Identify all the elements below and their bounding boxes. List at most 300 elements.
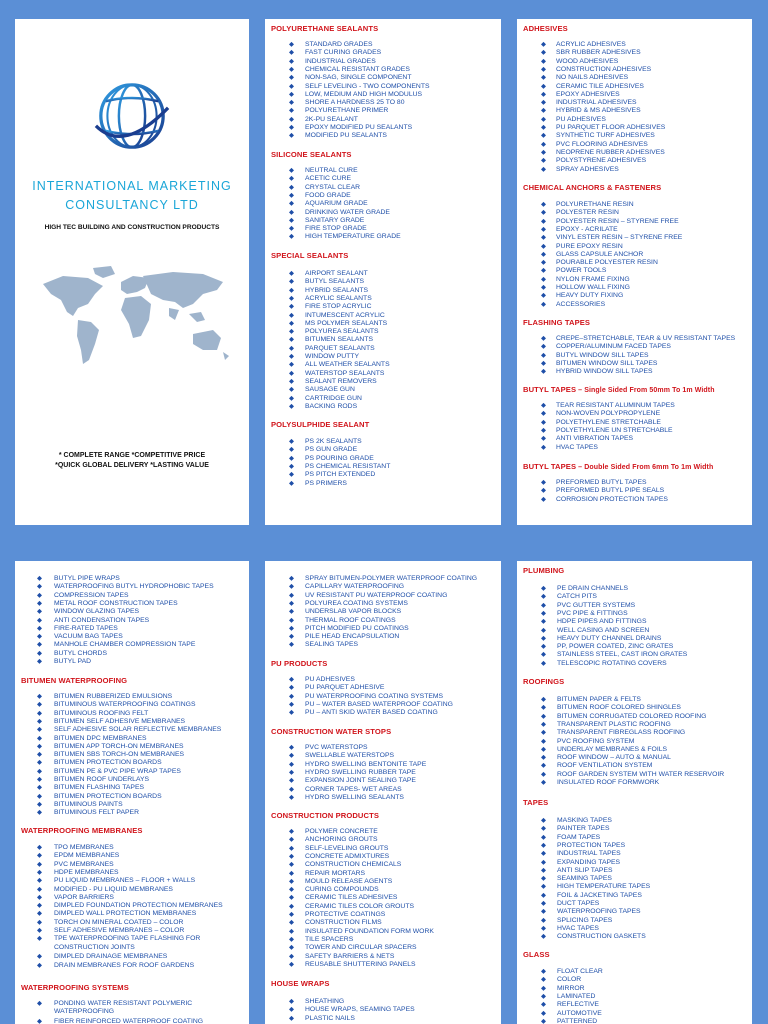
bullet-icon: ◆ <box>289 894 294 902</box>
bullet-icon: ◆ <box>37 860 42 868</box>
list-item: POLYETHYLENE STRETCHABLE <box>556 418 661 426</box>
section-title-text: HOUSE WRAPS <box>271 979 330 988</box>
bullet-icon: ◆ <box>541 132 546 140</box>
bullet-icon: ◆ <box>541 426 546 434</box>
list-item: WOOD ADHESIVES <box>556 57 619 65</box>
company-name-line2: CONSULTANCY LTD <box>65 198 199 212</box>
list-item: PU PARQUET ADHESIVE <box>305 684 385 692</box>
section-title <box>271 251 348 260</box>
bullet-icon: ◆ <box>541 833 546 841</box>
list-item: SEAMING TAPES <box>557 875 612 883</box>
list-item: CONSTRUCTION ADHESIVES <box>556 65 652 73</box>
section-title-text: WATERPROOFING MEMBRANES <box>21 826 143 835</box>
bullet-icon: ◆ <box>541 479 546 486</box>
list-item: WINDOW PUTTY <box>305 353 359 360</box>
bullet-icon: ◆ <box>541 165 546 173</box>
list-item: ANTI CONDENSATION TAPES <box>54 616 150 624</box>
section-title <box>523 677 564 686</box>
bullet-icon: ◆ <box>541 770 546 778</box>
section-title-text: GLASS <box>523 950 550 959</box>
bullet-icon: ◆ <box>289 684 294 692</box>
list-item: CORROSION PROTECTION TAPES <box>556 495 668 503</box>
bullet-icon: ◆ <box>541 891 546 899</box>
bullet-icon: ◆ <box>289 208 294 216</box>
bullet-icon: ◆ <box>289 49 294 57</box>
list-item: HDPE PIPES AND FITTINGS <box>557 618 647 626</box>
list-item: HOLLOW WALL FIXING <box>556 284 630 291</box>
bullet-icon: ◆ <box>541 908 546 916</box>
list-item: CRYSTAL CLEAR <box>305 183 361 191</box>
bullet-icon: ◆ <box>541 209 546 217</box>
bullet-icon: ◆ <box>37 709 42 717</box>
list-item: SANITARY GRADE <box>305 216 365 224</box>
features-line1: * COMPLETE RANGE *COMPETITIVE PRICE <box>58 452 206 459</box>
list-item: FIRE-RATED TAPES <box>54 624 118 632</box>
list-item: TRANSPARENT PLASTIC ROOFING <box>557 720 671 728</box>
list-item: LOW, MEDIUM AND HIGH MODULUS <box>305 90 423 98</box>
bullet-icon: ◆ <box>289 319 294 327</box>
list-item: NEOPRENE RUBBER ADHESIVES <box>556 148 665 156</box>
catalog-panel-5 <box>265 561 501 1024</box>
bullet-icon: ◆ <box>541 992 546 1000</box>
bullet-icon: ◆ <box>289 191 294 199</box>
list-item: SELF ADHESIVE MEMBRANES – COLOR <box>54 927 185 934</box>
list-item: PVC ROOFING SYSTEM <box>557 737 635 745</box>
list-item: ROOF GARDEN SYSTEM WITH WATER RESERVOIR <box>557 770 725 778</box>
bullet-icon: ◆ <box>541 495 546 503</box>
bullet-icon: ◆ <box>289 438 294 445</box>
bullet-icon: ◆ <box>37 844 42 851</box>
bullet-icon: ◆ <box>289 124 294 131</box>
bullet-icon: ◆ <box>541 275 546 283</box>
list-item: MASKING TAPES <box>557 817 612 824</box>
list-item: TORCH ON MINERAL COATED – COLOR <box>54 918 184 926</box>
section-title <box>271 727 391 736</box>
list-item: HVAC TAPES <box>557 924 599 932</box>
bullet-icon: ◆ <box>37 885 42 893</box>
bullet-icon: ◆ <box>541 234 546 242</box>
bullet-icon: ◆ <box>289 844 294 852</box>
list-item: HDPE MEMBRANES <box>54 868 119 876</box>
list-item: DUCT TAPES <box>557 900 600 907</box>
section-title <box>271 979 329 988</box>
bullet-icon: ◆ <box>541 850 546 858</box>
list-item: BITUMEN PROTECTION BOARDS <box>54 759 162 767</box>
bullet-icon: ◆ <box>289 57 294 65</box>
bullet-icon: ◆ <box>289 74 294 82</box>
list-item: COLOR <box>557 976 582 984</box>
list-item: ANTI SLIP TAPES <box>557 866 613 874</box>
bullet-icon: ◆ <box>541 651 546 659</box>
list-item: STANDARD GRADES <box>305 41 373 48</box>
bullet-icon: ◆ <box>541 359 546 367</box>
list-item: SYNTHETIC TURF ADHESIVES <box>556 132 655 140</box>
list-item: UNDERLAY MEMBRANES & FOILS <box>557 745 668 753</box>
list-item: NYLON FRAME FIXING <box>556 275 630 283</box>
section-subtitle: – Double Sided From 6mm To 1m Width <box>576 464 714 471</box>
bullet-icon: ◆ <box>37 918 42 926</box>
bullet-icon: ◆ <box>289 454 294 462</box>
list-item: HYBRID & MS ADHESIVES <box>556 107 641 115</box>
list-item: CERAMIC TILE ADHESIVES <box>556 82 644 90</box>
bullet-icon: ◆ <box>289 216 294 224</box>
bullet-icon: ◆ <box>289 270 294 277</box>
bullet-icon: ◆ <box>541 418 546 426</box>
list-item: CONSTRUCTION FILMS <box>305 919 382 927</box>
bullet-icon: ◆ <box>541 1009 546 1017</box>
bullet-icon: ◆ <box>541 601 546 609</box>
section-title <box>523 183 661 192</box>
list-item: CONSTRUCTION GASKETS <box>557 933 646 941</box>
list-item: POLYURETHANE RESIN <box>556 201 634 208</box>
list-item: BITUMEN PE & PVC PIPE WRAP TAPES <box>54 767 181 775</box>
list-item: PS 2K SEALANTS <box>305 438 362 445</box>
section-title-text: PLUMBING <box>523 566 565 575</box>
list-item: DIMPLED FOUNDATION PROTECTION MEMBRANES <box>54 902 223 910</box>
bullet-icon: ◆ <box>541 968 546 975</box>
bullet-icon: ◆ <box>289 591 294 599</box>
list-item: HIGH TEMPERATURE GRADE <box>305 233 401 241</box>
bullet-icon: ◆ <box>541 65 546 73</box>
list-item: PITCH MODIFIED PU COATINGS <box>305 624 409 632</box>
bullet-icon: ◆ <box>289 386 294 394</box>
list-item: DIMPLED DRAINAGE MEMBRANES <box>54 953 168 961</box>
list-item: DRINKING WATER GRADE <box>305 208 390 216</box>
bullet-icon: ◆ <box>541 754 546 762</box>
bullet-icon: ◆ <box>37 633 42 641</box>
list-item: AUTOMOTIVE <box>557 1009 602 1017</box>
bullet-icon: ◆ <box>289 935 294 943</box>
bullet-icon: ◆ <box>541 609 546 617</box>
section-title-text: POLYURETHANE SEALANTS <box>271 24 379 33</box>
list-item: ALL WEATHER SEALANTS <box>305 361 390 369</box>
list-item: ACCESSORIES <box>556 300 606 308</box>
section-title-text: BITUMEN WATERPROOFING <box>21 676 128 685</box>
bullet-icon: ◆ <box>37 784 42 792</box>
catalog-panel-4 <box>15 561 249 1024</box>
bullet-icon: ◆ <box>289 869 294 877</box>
list-item: MIRROR <box>557 984 585 992</box>
list-item: WATERPROOFING BUTYL HYDROPHOBIC TAPES <box>54 583 214 591</box>
list-item: EPOXY - ACRILATE <box>556 225 618 233</box>
bullet-icon: ◆ <box>289 777 294 785</box>
bullet-icon: ◆ <box>37 742 42 750</box>
bullet-icon: ◆ <box>289 927 294 935</box>
list-item: BITUMEN SEALANTS <box>305 336 373 344</box>
section-title <box>271 24 378 33</box>
bullet-icon: ◆ <box>541 217 546 225</box>
bullet-icon: ◆ <box>289 167 294 174</box>
list-item: PS GUN GRADE <box>305 446 358 454</box>
bullet-icon: ◆ <box>541 201 546 208</box>
bullet-icon: ◆ <box>289 960 294 968</box>
list-item: PS POURING GRADE <box>305 454 374 462</box>
bullet-icon: ◆ <box>541 351 546 359</box>
bullet-icon: ◆ <box>289 294 294 302</box>
bullet-icon: ◆ <box>289 377 294 385</box>
bullet-icon: ◆ <box>289 836 294 844</box>
bullet-icon: ◆ <box>541 74 546 82</box>
list-item: POLYESTER RESIN <box>556 209 619 217</box>
bullet-icon: ◆ <box>289 700 294 708</box>
bullet-icon: ◆ <box>541 745 546 753</box>
section-title <box>271 811 379 820</box>
bullet-icon: ◆ <box>289 902 294 910</box>
bullet-icon: ◆ <box>541 626 546 634</box>
bullet-icon: ◆ <box>541 57 546 65</box>
list-item: HYBRID WINDOW SILL TAPES <box>556 368 653 376</box>
bullet-icon: ◆ <box>289 175 294 183</box>
bullet-icon: ◆ <box>37 1018 42 1024</box>
bullet-icon: ◆ <box>541 643 546 651</box>
section-title <box>21 826 143 835</box>
bullet-icon: ◆ <box>289 303 294 311</box>
list-item: ACRYLIC ADHESIVES <box>556 41 626 48</box>
features-line2: *QUICK GLOBAL DELIVERY *LASTING VALUE <box>55 462 209 469</box>
bullet-icon: ◆ <box>541 883 546 891</box>
cover-panel <box>15 19 249 525</box>
list-item: PONDING WATER RESISTANT POLYMERIC WATERPROOFING <box>54 1000 193 1016</box>
list-item: PP, POWER COATED, ZINC GRATES <box>557 643 674 651</box>
bullet-icon: ◆ <box>289 353 294 360</box>
list-item: SEALANT REMOVERS <box>305 377 377 385</box>
bullet-icon: ◆ <box>37 583 42 591</box>
list-item: BITUMINOUS ROOFING FELT <box>54 709 149 717</box>
section-title-text: PU PRODUCTS <box>271 659 328 668</box>
list-item: SEALING TAPES <box>305 641 359 649</box>
list-item: PVC PIPE & FITTINGS <box>557 609 628 617</box>
list-item: VINYL ESTER RESIN – STYRENE FREE <box>556 234 683 242</box>
bullet-icon: ◆ <box>541 242 546 250</box>
section-title-text: ADHESIVES <box>523 24 568 33</box>
list-item: POLYETHYLENE UN STRETCHABLE <box>556 426 673 434</box>
list-item: HYDRO SWELLING SEALANTS <box>305 793 404 801</box>
bullet-icon: ◆ <box>541 875 546 883</box>
list-item: STAINLESS STEEL, CAST IRON GRATES <box>557 651 688 659</box>
list-item: HYBRID SEALANTS <box>305 286 369 294</box>
list-item: WATERSTOP SEALANTS <box>305 369 385 377</box>
bullet-icon: ◆ <box>37 599 42 607</box>
bullet-icon: ◆ <box>541 82 546 90</box>
list-item: PU – ANTI SKID WATER BASED COATING <box>305 709 438 717</box>
bullet-icon: ◆ <box>37 575 42 582</box>
bullet-icon: ◆ <box>289 861 294 869</box>
section-title <box>523 950 550 959</box>
bullet-icon: ◆ <box>37 641 42 649</box>
bullet-icon: ◆ <box>37 893 42 901</box>
list-item: ROOF WINDOW – AUTO & MANUAL <box>557 754 671 762</box>
list-item: PVC GUTTER SYSTEMS <box>557 601 636 609</box>
section-title-text: SILICONE SEALANTS <box>271 150 352 159</box>
list-item: PROTECTION TAPES <box>557 841 626 849</box>
bullet-icon: ◆ <box>541 124 546 131</box>
catalog-panel-6 <box>517 561 752 1024</box>
list-item: TPO MEMBRANES <box>54 844 114 851</box>
list-item: BITUMEN RUBBERIZED EMULSIONS <box>54 693 173 700</box>
bullet-icon: ◆ <box>541 1001 546 1009</box>
bullet-icon: ◆ <box>541 720 546 728</box>
world-map-icon <box>31 264 235 374</box>
section-title <box>271 150 352 159</box>
bullet-icon: ◆ <box>37 935 42 943</box>
list-item: HYDRO SWELLING RUBBER TAPE <box>305 768 416 776</box>
list-item: CURING COMPOUNDS <box>305 886 379 894</box>
list-item: HYDRO SWELLING BENTONITE TAPE <box>305 760 427 768</box>
bullet-icon: ◆ <box>541 49 546 57</box>
list-item: BUTYL SEALANTS <box>305 278 365 286</box>
list-item: PLASTIC NAILS <box>305 1014 355 1022</box>
bullet-icon: ◆ <box>289 998 294 1005</box>
list-item: PREFORMED BUTYL PIPE SEALS <box>556 487 665 495</box>
bullet-icon: ◆ <box>289 793 294 801</box>
section-title-text: ROOFINGS <box>523 677 565 686</box>
list-item: SPLICING TAPES <box>557 916 613 924</box>
bullet-icon: ◆ <box>541 634 546 642</box>
section-title <box>21 676 127 685</box>
list-item: INSULATED FOUNDATION FORM WORK <box>305 927 434 935</box>
bullet-icon: ◆ <box>541 225 546 233</box>
bullet-icon: ◆ <box>541 343 546 351</box>
bullet-icon: ◆ <box>541 866 546 874</box>
list-item: BITUMEN ROOF COLORED SHINGLES <box>557 704 681 712</box>
list-item: GLASS CAPSULE ANCHOR <box>556 250 644 258</box>
bullet-icon: ◆ <box>541 933 546 941</box>
list-item: CATCH PITS <box>557 593 597 601</box>
list-item: CREPE–STRETCHABLE, TEAR & UV RESISTANT TAPES <box>556 335 736 342</box>
bullet-icon: ◆ <box>37 726 42 734</box>
list-item: FAST CURING GRADES <box>305 49 382 57</box>
list-item: PU ADHESIVES <box>556 115 606 123</box>
list-item: CONCRETE ADMIXTURES <box>305 852 390 860</box>
section-title-text: BUTYL TAPES <box>523 385 577 394</box>
list-item: BITUMEN ROOF UNDERLAYS <box>54 776 150 783</box>
bullet-icon: ◆ <box>37 953 42 961</box>
bullet-icon: ◆ <box>37 852 42 860</box>
list-item: PU – WATER BASED WATERPROOF COATING <box>305 700 453 708</box>
list-item: FIBER REINFORCED WATERPROOF COATING <box>54 1018 204 1024</box>
list-item: THERMAL ROOF COATINGS <box>305 616 396 624</box>
bullet-icon: ◆ <box>541 858 546 866</box>
section-title-text: SPECIAL SEALANTS <box>271 251 349 260</box>
list-item: SAUSAGE GUN <box>305 386 355 394</box>
section-title <box>21 983 129 992</box>
list-item: PS PRIMERS <box>305 479 347 487</box>
list-item: NO NAILS ADHESIVES <box>556 74 629 82</box>
bullet-icon: ◆ <box>289 41 294 48</box>
bullet-icon: ◆ <box>289 944 294 952</box>
list-item: BITUMEN PROTECTION BOARDS <box>54 792 162 800</box>
list-item: SPRAY BITUMEN-POLYMER WATERPROOF COATING <box>305 575 478 582</box>
bullet-icon: ◆ <box>37 792 42 800</box>
bullet-icon: ◆ <box>541 402 546 409</box>
list-item: WINDOW GLAZING TAPES <box>54 608 140 616</box>
list-item: VAPOR BARRIERS <box>54 893 114 901</box>
bullet-icon: ◆ <box>541 900 546 907</box>
bullet-icon: ◆ <box>37 961 42 969</box>
list-item: SELF LEVELING - TWO COMPONENTS <box>305 82 430 90</box>
list-item: LAMINATED <box>557 992 596 1000</box>
list-item: UV RESISTANT PU WATERPROOF COATING <box>305 591 448 599</box>
bullet-icon: ◆ <box>541 99 546 107</box>
bullet-icon: ◆ <box>541 267 546 275</box>
bullet-icon: ◆ <box>37 616 42 624</box>
bullet-icon: ◆ <box>289 200 294 208</box>
bullet-icon: ◆ <box>541 659 546 667</box>
bullet-icon: ◆ <box>541 487 546 495</box>
list-item: HOUSE WRAPS, SEAMING TAPES <box>305 1006 415 1014</box>
bullet-icon: ◆ <box>541 435 546 443</box>
section-subtitle: – Single Sided From 50mm To 1m Width <box>576 387 715 394</box>
list-item: TRANSPARENT FIBREGLASS ROOFING <box>557 729 686 737</box>
bullet-icon: ◆ <box>37 591 42 599</box>
bullet-icon: ◆ <box>289 599 294 607</box>
list-item: HIGH TEMPERATURE TAPES <box>557 883 651 891</box>
list-item: PS CHEMICAL RESISTANT <box>305 462 391 470</box>
list-item: POLYUREA COATING SYSTEMS <box>305 599 408 607</box>
list-item: PU LIQUID MEMBRANES – FLOOR + WALLS <box>54 877 196 885</box>
list-item: TEAR RESISTANT ALUMINUM TAPES <box>556 402 675 409</box>
section-title <box>523 798 548 807</box>
bullet-icon: ◆ <box>541 924 546 932</box>
bullet-icon: ◆ <box>541 107 546 115</box>
list-item: FLOAT CLEAR <box>557 968 603 975</box>
section-title <box>523 462 713 471</box>
list-item: INDUSTRIAL GRADES <box>305 57 376 65</box>
bullet-icon: ◆ <box>541 140 546 148</box>
bullet-icon: ◆ <box>289 115 294 123</box>
list-item: POLYURETHANE PRIMER <box>305 107 389 115</box>
bullet-icon: ◆ <box>37 658 42 665</box>
bullet-icon: ◆ <box>289 886 294 894</box>
section-title-text: CHEMICAL ANCHORS & FASTENERS <box>523 183 662 192</box>
bullet-icon: ◆ <box>289 446 294 454</box>
list-item: WATERPROOFING TAPES <box>557 908 641 916</box>
list-item: PAINTER TAPES <box>557 825 610 833</box>
list-item: COMPRESSION TAPES <box>54 591 129 599</box>
bullet-icon: ◆ <box>289 911 294 918</box>
bullet-icon: ◆ <box>541 729 546 737</box>
list-item: INDUSTRIAL ADHESIVES <box>556 99 637 107</box>
bullet-icon: ◆ <box>289 785 294 793</box>
bullet-icon: ◆ <box>541 704 546 712</box>
list-item: TELESCOPIC ROTATING COVERS <box>557 659 667 667</box>
list-item: METAL ROOF CONSTRUCTION TAPES <box>54 599 178 607</box>
list-item: INDUSTRIAL TAPES <box>557 850 621 858</box>
bullet-icon: ◆ <box>289 641 294 649</box>
bullet-icon: ◆ <box>289 852 294 860</box>
list-item: BUTYL CHORDS <box>54 649 107 657</box>
bullet-icon: ◆ <box>289 828 294 835</box>
section-title-text: CONSTRUCTION WATER STOPS <box>271 727 392 736</box>
list-item: SELF ADHESIVE SOLAR REFLECTIVE MEMBRANES <box>54 726 222 734</box>
bullet-icon: ◆ <box>289 65 294 73</box>
list-item: SELF-LEVELING GROUTS <box>305 844 389 852</box>
list-item: CORNER TAPES- WET AREAS <box>305 785 402 793</box>
bullet-icon: ◆ <box>541 115 546 123</box>
bullet-icon: ◆ <box>541 916 546 924</box>
bullet-icon: ◆ <box>289 479 294 487</box>
list-item: BITUMEN PAPER & FELTS <box>557 696 641 703</box>
bullet-icon: ◆ <box>289 877 294 885</box>
bullet-icon: ◆ <box>289 369 294 377</box>
bullet-icon: ◆ <box>289 1006 294 1014</box>
list-item: TPE WATERPROOFING TAPE FLASHING FOR CONSTRUCTION JOINTS <box>54 935 201 951</box>
list-item: TOWER AND CIRCULAR SPACERS <box>305 944 417 952</box>
list-item: FOOD GRADE <box>305 191 351 199</box>
bullet-icon: ◆ <box>37 734 42 742</box>
bullet-icon: ◆ <box>541 712 546 720</box>
list-item: PU WATERPROOFING COATING SYSTEMS <box>305 692 444 700</box>
